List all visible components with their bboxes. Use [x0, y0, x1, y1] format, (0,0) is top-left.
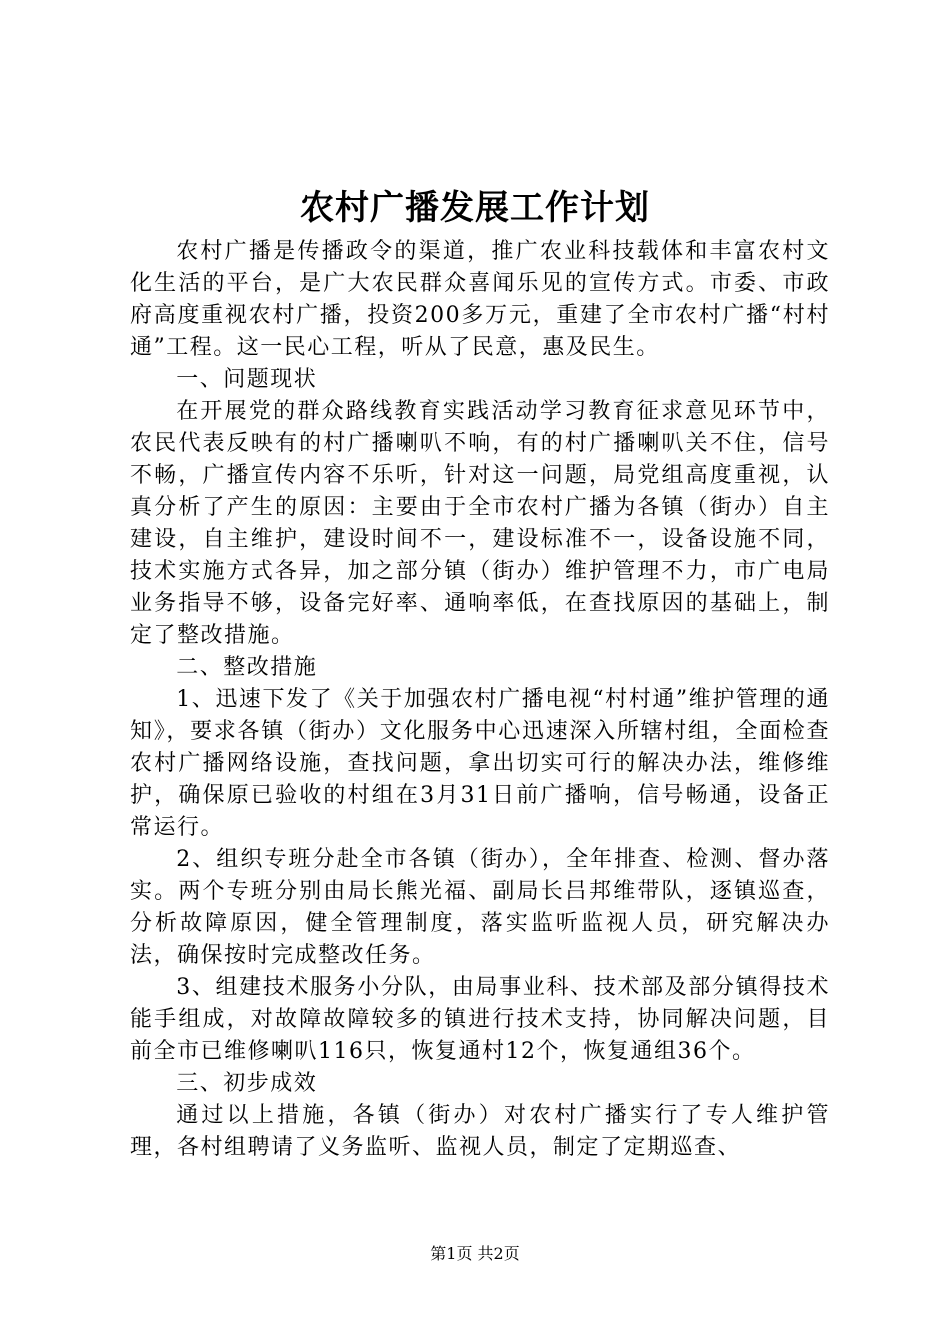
document-title: 农村广播发展工作计划 [300, 188, 650, 228]
section-heading-problems: 一、问题现状 [176, 367, 318, 392]
paragraph-results: 通过以上措施，各镇（街办）对农村广播实行了专人维护管理，各村组聘请了义务监听、监视人员，制定了定期巡查、 [130, 1103, 830, 1160]
paragraph-measure-2: 2、组织专班分赴全市各镇（街办），全年排查、检测、督办落实。两个专班分别由局长熊光福、副局长吕邦维带队，逐镇巡查，分析故障原因，健全管理制度，落实监听监视人员，研究解决办法，确保按时完成整改任务。 [130, 847, 830, 968]
section-heading-results: 三、初步成效 [176, 1071, 318, 1096]
section-heading-measures: 二、整改措施 [176, 655, 318, 680]
page-number: 第1页 共2页 [430, 1244, 520, 1263]
document-body [130, 236, 830, 1164]
paragraph-problems: 在开展党的群众路线教育实践活动学习教育征求意见环节中，农民代表反映有的村广播喇叭不响，有的村广播喇叭关不住，信号不畅，广播宣传内容不乐听，针对这一问题，局党组高度重视，认真分析了产生的原因：主要由于全市农村广播为各镇（街办）自主建设，自主维护，建设时间不一，建设标准不一，设备设施不同，技术实施方式各异，加之部分镇（街办）维护管理不力，市广电局业务指导不够，设备完好率、通响率低，在查找原因的基础上，制定了整改措施。 [130, 399, 830, 648]
paragraph-measure-1: 1、迅速下发了《关于加强农村广播电视“村村通”维护管理的通知》，要求各镇（街办）文化服务中心迅速深入所辖村组，全面检查农村广播网络设施，查找问题，拿出切实可行的解决办法，维修维护，确保原已验收的村组在3月31日前广播响，信号畅通，设备正常运行。 [130, 687, 830, 840]
paragraph-measure-3: 3、组建技术服务小分队，由局事业科、技术部及部分镇得技术能手组成，对故障故障较多的镇进行技术支持，协同解决问题，目前全市已维修喇叭116只，恢复通村12个，恢复通组36个。 [130, 975, 830, 1064]
paragraph-intro: 农村广播是传播政令的渠道，推广农业科技载体和丰富农村文化生活的平台，是广大农民群众喜闻乐见的宣传方式。市委、市政府高度重视农村广播，投资200多万元，重建了全市农村广播“村村通”工程。这一民心工程，听从了民意，惠及民生。 [130, 239, 830, 360]
